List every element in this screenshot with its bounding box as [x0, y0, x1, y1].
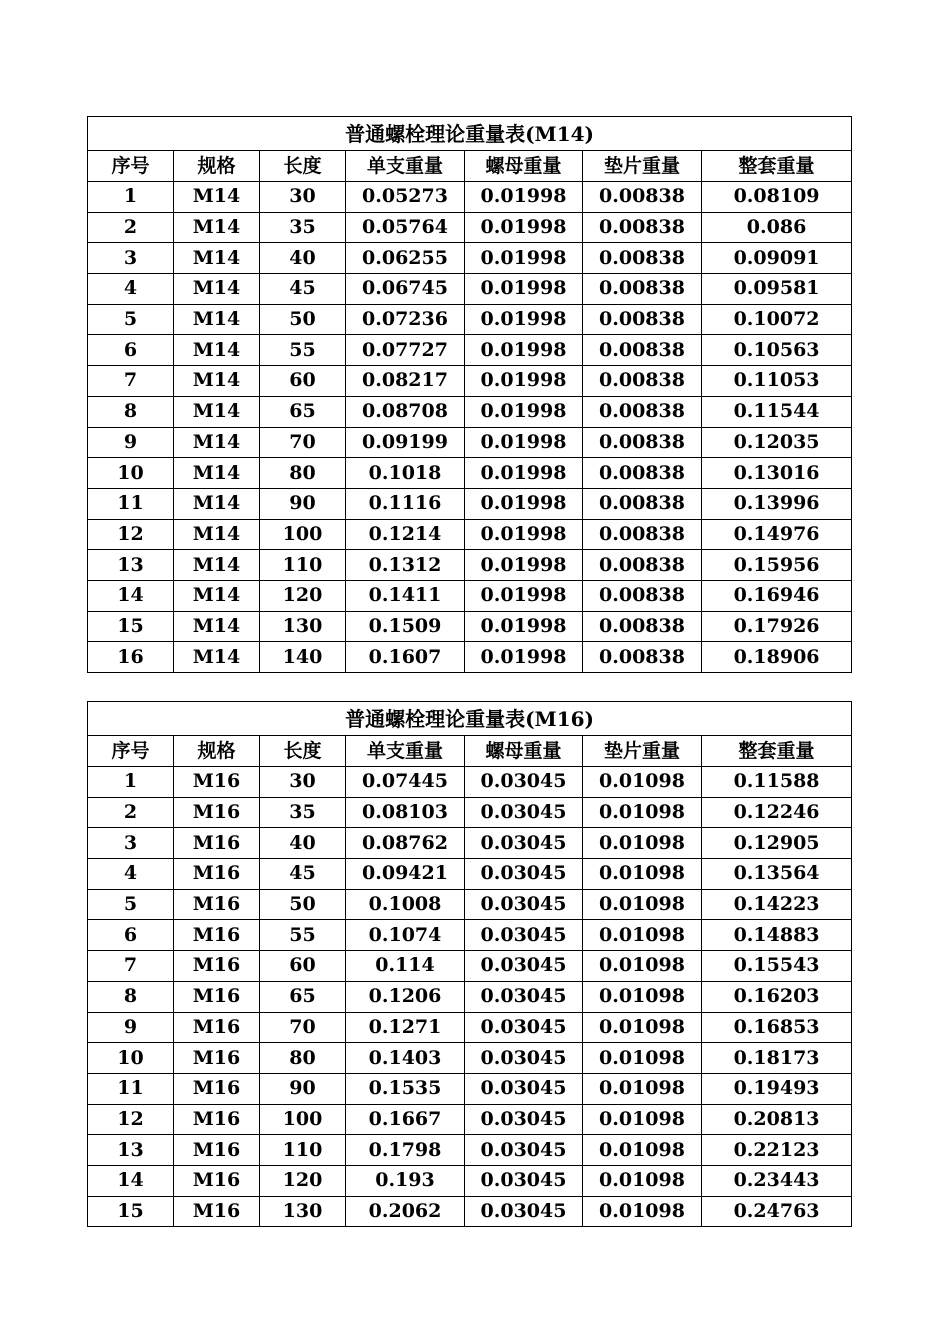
header-spec: 规格 — [174, 151, 260, 182]
cell-index: 2 — [88, 212, 174, 243]
cell-set-weight: 0.09581 — [702, 274, 852, 305]
cell-spec: M14 — [174, 304, 260, 335]
cell-spec: M16 — [174, 981, 260, 1012]
cell-washer-weight: 0.00838 — [583, 580, 702, 611]
cell-nut-weight: 0.01998 — [465, 182, 583, 213]
cell-length: 50 — [260, 304, 346, 335]
cell-set-weight: 0.086 — [702, 212, 852, 243]
cell-length: 45 — [260, 274, 346, 305]
header-length: 长度 — [260, 736, 346, 767]
cell-bolt-weight: 0.1535 — [346, 1073, 465, 1104]
cell-washer-weight: 0.01098 — [583, 1196, 702, 1227]
cell-spec: M16 — [174, 767, 260, 798]
cell-washer-weight: 0.00838 — [583, 182, 702, 213]
cell-spec: M16 — [174, 1135, 260, 1166]
cell-spec: M14 — [174, 427, 260, 458]
cell-bolt-weight: 0.1116 — [346, 488, 465, 519]
cell-washer-weight: 0.00838 — [583, 642, 702, 673]
cell-length: 65 — [260, 396, 346, 427]
cell-index: 10 — [88, 1043, 174, 1074]
cell-washer-weight: 0.00838 — [583, 488, 702, 519]
cell-set-weight: 0.13996 — [702, 488, 852, 519]
cell-bolt-weight: 0.05273 — [346, 182, 465, 213]
cell-washer-weight: 0.00838 — [583, 427, 702, 458]
header-index: 序号 — [88, 151, 174, 182]
cell-washer-weight: 0.00838 — [583, 519, 702, 550]
cell-length: 90 — [260, 488, 346, 519]
cell-index: 1 — [88, 767, 174, 798]
cell-bolt-weight: 0.1018 — [346, 458, 465, 489]
cell-bolt-weight: 0.1411 — [346, 580, 465, 611]
cell-spec: M16 — [174, 1043, 260, 1074]
cell-index: 12 — [88, 519, 174, 550]
cell-spec: M14 — [174, 243, 260, 274]
cell-bolt-weight: 0.09421 — [346, 859, 465, 890]
cell-set-weight: 0.15956 — [702, 550, 852, 581]
cell-spec: M16 — [174, 1196, 260, 1227]
cell-bolt-weight: 0.06255 — [346, 243, 465, 274]
cell-nut-weight: 0.03045 — [465, 1043, 583, 1074]
cell-nut-weight: 0.01998 — [465, 366, 583, 397]
cell-length: 100 — [260, 1104, 346, 1135]
cell-nut-weight: 0.03045 — [465, 1012, 583, 1043]
cell-washer-weight: 0.01098 — [583, 859, 702, 890]
cell-spec: M14 — [174, 488, 260, 519]
cell-washer-weight: 0.00838 — [583, 304, 702, 335]
cell-index: 14 — [88, 580, 174, 611]
cell-bolt-weight: 0.193 — [346, 1165, 465, 1196]
cell-washer-weight: 0.01098 — [583, 920, 702, 951]
cell-set-weight: 0.18906 — [702, 642, 852, 673]
cell-length: 55 — [260, 335, 346, 366]
cell-index: 4 — [88, 859, 174, 890]
cell-bolt-weight: 0.1206 — [346, 981, 465, 1012]
table-row — [88, 828, 852, 859]
cell-spec: M16 — [174, 889, 260, 920]
cell-bolt-weight: 0.05764 — [346, 212, 465, 243]
cell-set-weight: 0.11544 — [702, 396, 852, 427]
cell-spec: M16 — [174, 859, 260, 890]
cell-index: 12 — [88, 1104, 174, 1135]
cell-washer-weight: 0.01098 — [583, 1073, 702, 1104]
cell-washer-weight: 0.00838 — [583, 550, 702, 581]
table-row — [88, 981, 852, 1012]
cell-washer-weight: 0.01098 — [583, 981, 702, 1012]
cell-length: 130 — [260, 1196, 346, 1227]
cell-nut-weight: 0.03045 — [465, 981, 583, 1012]
cell-spec: M14 — [174, 580, 260, 611]
cell-length: 70 — [260, 427, 346, 458]
cell-spec: M14 — [174, 396, 260, 427]
cell-set-weight: 0.10563 — [702, 335, 852, 366]
table-row — [88, 1073, 852, 1104]
cell-washer-weight: 0.01098 — [583, 1165, 702, 1196]
table-title: 普通螺栓理论重量表(M16) — [88, 702, 852, 736]
cell-spec: M16 — [174, 1012, 260, 1043]
cell-nut-weight: 0.01998 — [465, 580, 583, 611]
cell-set-weight: 0.14883 — [702, 920, 852, 951]
cell-nut-weight: 0.03045 — [465, 889, 583, 920]
cell-spec: M16 — [174, 828, 260, 859]
cell-washer-weight: 0.01098 — [583, 767, 702, 798]
cell-washer-weight: 0.01098 — [583, 889, 702, 920]
cell-set-weight: 0.11053 — [702, 366, 852, 397]
cell-nut-weight: 0.03045 — [465, 1135, 583, 1166]
cell-set-weight: 0.08109 — [702, 182, 852, 213]
cell-washer-weight: 0.01098 — [583, 1012, 702, 1043]
cell-length: 40 — [260, 828, 346, 859]
cell-length: 120 — [260, 580, 346, 611]
cell-nut-weight: 0.01998 — [465, 488, 583, 519]
cell-washer-weight: 0.00838 — [583, 611, 702, 642]
cell-spec: M14 — [174, 366, 260, 397]
cell-nut-weight: 0.01998 — [465, 519, 583, 550]
cell-nut-weight: 0.01998 — [465, 427, 583, 458]
cell-bolt-weight: 0.06745 — [346, 274, 465, 305]
weight-table-m16 — [87, 701, 852, 1227]
cell-length: 30 — [260, 182, 346, 213]
cell-index: 3 — [88, 828, 174, 859]
cell-bolt-weight: 0.1607 — [346, 642, 465, 673]
cell-bolt-weight: 0.1509 — [346, 611, 465, 642]
cell-spec: M14 — [174, 642, 260, 673]
cell-length: 80 — [260, 1043, 346, 1074]
cell-washer-weight: 0.01098 — [583, 797, 702, 828]
cell-nut-weight: 0.01998 — [465, 611, 583, 642]
cell-nut-weight: 0.01998 — [465, 550, 583, 581]
cell-set-weight: 0.10072 — [702, 304, 852, 335]
cell-nut-weight: 0.01998 — [465, 642, 583, 673]
header-bolt-weight: 单支重量 — [346, 151, 465, 182]
cell-length: 130 — [260, 611, 346, 642]
table-row — [88, 488, 852, 519]
table-row — [88, 243, 852, 274]
cell-bolt-weight: 0.08103 — [346, 797, 465, 828]
header-washer-weight: 垫片重量 — [583, 736, 702, 767]
table-row — [88, 274, 852, 305]
header-set-weight: 整套重量 — [702, 151, 852, 182]
cell-washer-weight: 0.00838 — [583, 212, 702, 243]
cell-washer-weight: 0.01098 — [583, 1135, 702, 1166]
cell-index: 8 — [88, 981, 174, 1012]
cell-index: 7 — [88, 366, 174, 397]
table-row — [88, 1196, 852, 1227]
cell-washer-weight: 0.01098 — [583, 1043, 702, 1074]
cell-length: 30 — [260, 767, 346, 798]
header-set-weight: 整套重量 — [702, 736, 852, 767]
cell-spec: M14 — [174, 550, 260, 581]
cell-nut-weight: 0.03045 — [465, 920, 583, 951]
cell-length: 100 — [260, 519, 346, 550]
cell-bolt-weight: 0.1008 — [346, 889, 465, 920]
cell-washer-weight: 0.00838 — [583, 458, 702, 489]
cell-index: 9 — [88, 427, 174, 458]
cell-washer-weight: 0.01098 — [583, 828, 702, 859]
cell-spec: M16 — [174, 1073, 260, 1104]
header-spec: 规格 — [174, 736, 260, 767]
cell-set-weight: 0.12246 — [702, 797, 852, 828]
table-row — [88, 1165, 852, 1196]
cell-set-weight: 0.13016 — [702, 458, 852, 489]
cell-index: 11 — [88, 488, 174, 519]
cell-spec: M14 — [174, 274, 260, 305]
cell-bolt-weight: 0.07727 — [346, 335, 465, 366]
cell-nut-weight: 0.03045 — [465, 767, 583, 798]
cell-index: 14 — [88, 1165, 174, 1196]
cell-index: 1 — [88, 182, 174, 213]
cell-set-weight: 0.15543 — [702, 951, 852, 982]
table-row — [88, 550, 852, 581]
cell-length: 50 — [260, 889, 346, 920]
cell-index: 8 — [88, 396, 174, 427]
cell-bolt-weight: 0.1074 — [346, 920, 465, 951]
cell-spec: M16 — [174, 920, 260, 951]
cell-set-weight: 0.14223 — [702, 889, 852, 920]
cell-spec: M14 — [174, 335, 260, 366]
table-row — [88, 859, 852, 890]
cell-bolt-weight: 0.2062 — [346, 1196, 465, 1227]
cell-spec: M16 — [174, 1104, 260, 1135]
cell-nut-weight: 0.01998 — [465, 274, 583, 305]
cell-set-weight: 0.23443 — [702, 1165, 852, 1196]
cell-index: 5 — [88, 889, 174, 920]
table-title: 普通螺栓理论重量表(M14) — [88, 117, 852, 151]
weight-table-m14 — [87, 116, 852, 673]
cell-spec: M14 — [174, 182, 260, 213]
cell-bolt-weight: 0.07236 — [346, 304, 465, 335]
table-row — [88, 519, 852, 550]
cell-index: 6 — [88, 335, 174, 366]
cell-length: 35 — [260, 212, 346, 243]
cell-index: 4 — [88, 274, 174, 305]
cell-bolt-weight: 0.08217 — [346, 366, 465, 397]
cell-nut-weight: 0.01998 — [465, 212, 583, 243]
cell-nut-weight: 0.03045 — [465, 1104, 583, 1135]
table-row — [88, 1135, 852, 1166]
table-row — [88, 642, 852, 673]
table-row — [88, 580, 852, 611]
header-nut-weight: 螺母重量 — [465, 736, 583, 767]
cell-index: 13 — [88, 550, 174, 581]
cell-length: 60 — [260, 951, 346, 982]
cell-washer-weight: 0.00838 — [583, 366, 702, 397]
table-row — [88, 304, 852, 335]
cell-set-weight: 0.22123 — [702, 1135, 852, 1166]
cell-index: 11 — [88, 1073, 174, 1104]
cell-index: 6 — [88, 920, 174, 951]
header-bolt-weight: 单支重量 — [346, 736, 465, 767]
cell-bolt-weight: 0.09199 — [346, 427, 465, 458]
cell-set-weight: 0.09091 — [702, 243, 852, 274]
cell-index: 15 — [88, 611, 174, 642]
cell-spec: M14 — [174, 458, 260, 489]
table-row — [88, 458, 852, 489]
cell-bolt-weight: 0.08708 — [346, 396, 465, 427]
cell-set-weight: 0.13564 — [702, 859, 852, 890]
cell-nut-weight: 0.03045 — [465, 828, 583, 859]
table-row — [88, 366, 852, 397]
cell-nut-weight: 0.01998 — [465, 243, 583, 274]
cell-set-weight: 0.16946 — [702, 580, 852, 611]
cell-index: 5 — [88, 304, 174, 335]
cell-spec: M16 — [174, 797, 260, 828]
cell-bolt-weight: 0.1214 — [346, 519, 465, 550]
cell-length: 140 — [260, 642, 346, 673]
cell-set-weight: 0.16203 — [702, 981, 852, 1012]
cell-index: 3 — [88, 243, 174, 274]
header-length: 长度 — [260, 151, 346, 182]
cell-spec: M14 — [174, 212, 260, 243]
cell-length: 45 — [260, 859, 346, 890]
table-row — [88, 951, 852, 982]
cell-nut-weight: 0.03045 — [465, 1073, 583, 1104]
table-row — [88, 767, 852, 798]
cell-length: 110 — [260, 550, 346, 581]
cell-nut-weight: 0.01998 — [465, 335, 583, 366]
cell-spec: M16 — [174, 951, 260, 982]
cell-nut-weight: 0.01998 — [465, 304, 583, 335]
cell-nut-weight: 0.03045 — [465, 1196, 583, 1227]
table-row — [88, 920, 852, 951]
header-washer-weight: 垫片重量 — [583, 151, 702, 182]
cell-length: 55 — [260, 920, 346, 951]
cell-washer-weight: 0.01098 — [583, 951, 702, 982]
cell-bolt-weight: 0.1271 — [346, 1012, 465, 1043]
cell-set-weight: 0.12035 — [702, 427, 852, 458]
cell-length: 120 — [260, 1165, 346, 1196]
cell-spec: M14 — [174, 611, 260, 642]
cell-length: 40 — [260, 243, 346, 274]
cell-spec: M14 — [174, 519, 260, 550]
cell-set-weight: 0.19493 — [702, 1073, 852, 1104]
cell-length: 70 — [260, 1012, 346, 1043]
cell-washer-weight: 0.00838 — [583, 243, 702, 274]
cell-set-weight: 0.24763 — [702, 1196, 852, 1227]
cell-nut-weight: 0.01998 — [465, 458, 583, 489]
cell-bolt-weight: 0.114 — [346, 951, 465, 982]
cell-length: 80 — [260, 458, 346, 489]
cell-nut-weight: 0.03045 — [465, 859, 583, 890]
table-row — [88, 611, 852, 642]
cell-nut-weight: 0.03045 — [465, 797, 583, 828]
cell-length: 110 — [260, 1135, 346, 1166]
cell-washer-weight: 0.00838 — [583, 396, 702, 427]
cell-set-weight: 0.16853 — [702, 1012, 852, 1043]
header-index: 序号 — [88, 736, 174, 767]
cell-nut-weight: 0.03045 — [465, 951, 583, 982]
cell-washer-weight: 0.00838 — [583, 335, 702, 366]
cell-index: 13 — [88, 1135, 174, 1166]
cell-nut-weight: 0.01998 — [465, 396, 583, 427]
cell-bolt-weight: 0.08762 — [346, 828, 465, 859]
cell-bolt-weight: 0.1667 — [346, 1104, 465, 1135]
cell-bolt-weight: 0.1312 — [346, 550, 465, 581]
cell-set-weight: 0.17926 — [702, 611, 852, 642]
cell-set-weight: 0.20813 — [702, 1104, 852, 1135]
header-nut-weight: 螺母重量 — [465, 151, 583, 182]
table-row — [88, 1043, 852, 1074]
cell-set-weight: 0.12905 — [702, 828, 852, 859]
table-row — [88, 1012, 852, 1043]
cell-length: 65 — [260, 981, 346, 1012]
cell-index: 9 — [88, 1012, 174, 1043]
cell-washer-weight: 0.00838 — [583, 274, 702, 305]
cell-index: 15 — [88, 1196, 174, 1227]
cell-length: 35 — [260, 797, 346, 828]
table-row — [88, 335, 852, 366]
table-row — [88, 396, 852, 427]
cell-bolt-weight: 0.07445 — [346, 767, 465, 798]
cell-length: 90 — [260, 1073, 346, 1104]
table-row — [88, 889, 852, 920]
table-row — [88, 427, 852, 458]
table-row — [88, 1104, 852, 1135]
cell-bolt-weight: 0.1403 — [346, 1043, 465, 1074]
cell-index: 7 — [88, 951, 174, 982]
cell-washer-weight: 0.01098 — [583, 1104, 702, 1135]
cell-set-weight: 0.11588 — [702, 767, 852, 798]
table-row — [88, 212, 852, 243]
table-row — [88, 797, 852, 828]
cell-index: 2 — [88, 797, 174, 828]
cell-bolt-weight: 0.1798 — [346, 1135, 465, 1166]
cell-index: 10 — [88, 458, 174, 489]
cell-length: 60 — [260, 366, 346, 397]
cell-set-weight: 0.18173 — [702, 1043, 852, 1074]
cell-set-weight: 0.14976 — [702, 519, 852, 550]
cell-index: 16 — [88, 642, 174, 673]
cell-nut-weight: 0.03045 — [465, 1165, 583, 1196]
table-row — [88, 182, 852, 213]
cell-spec: M16 — [174, 1165, 260, 1196]
